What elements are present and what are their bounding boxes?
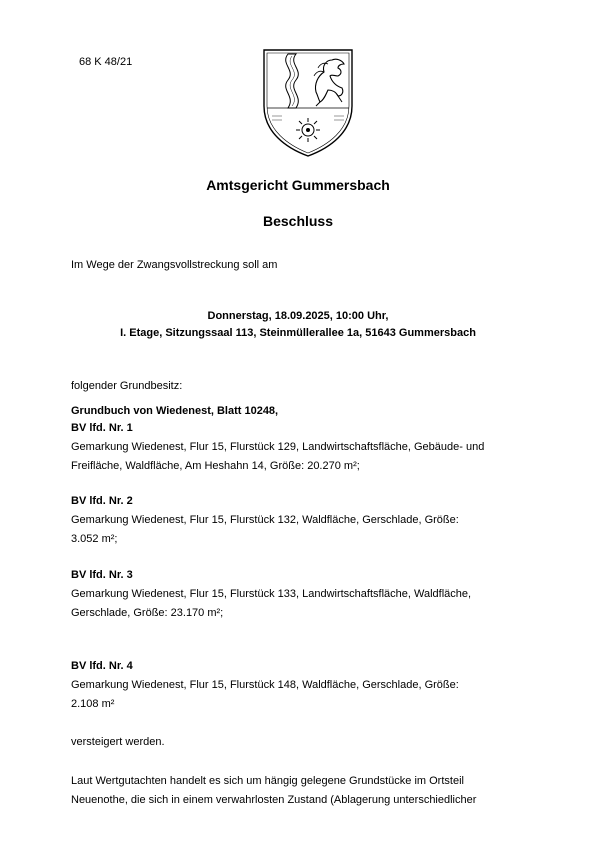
document-title: Beschluss bbox=[262, 213, 334, 229]
item-line: Gerschlade, Größe: 23.170 m²; bbox=[71, 607, 224, 619]
item-line: Gemarkung Wiedenest, Flur 15, Flurstück 133, Landwirtschaftsfläche, Waldfläche, bbox=[71, 588, 472, 600]
property-intro: folgender Grundbesitz: bbox=[71, 380, 183, 392]
item-line: Gemarkung Wiedenest, Flur 15, Flurstück 148, Waldfläche, Gerschlade, Größe: bbox=[71, 679, 459, 691]
item-line: 2.108 m² bbox=[71, 698, 115, 710]
closing-text: versteigert werden. bbox=[71, 736, 165, 748]
coat-of-arms-icon bbox=[258, 46, 358, 158]
land-register: Grundbuch von Wiedenest, Blatt 10248, bbox=[71, 405, 279, 417]
assessment-line: Laut Wertgutachten handelt es sich um hängig gelegene Grundstücke im Ortsteil bbox=[71, 775, 464, 787]
item-line: 3.052 m²; bbox=[71, 533, 118, 545]
item-line: Gemarkung Wiedenest, Flur 15, Flurstück 129, Landwirtschaftsfläche, Gebäude- und bbox=[71, 441, 485, 453]
appointment-date: Donnerstag, 18.09.2025, 10:00 Uhr, bbox=[207, 310, 389, 322]
item-line: Freifläche, Waldfläche, Am Heshahn 14, Größe: 20.270 m²; bbox=[71, 460, 360, 472]
court-name: Amtsgericht Gummersbach bbox=[206, 177, 390, 193]
assessment-line: Neuenothe, die sich in einem verwahrlosten Zustand (Ablagerung unterschiedlicher bbox=[71, 794, 477, 806]
item-heading: BV lfd. Nr. 3 bbox=[71, 569, 133, 581]
item-heading: BV lfd. Nr. 2 bbox=[71, 495, 133, 507]
appointment-location: I. Etage, Sitzungssaal 113, Steinmüllerallee 1a, 51643 Gummersbach bbox=[120, 327, 476, 339]
case-reference: 68 K 48/21 bbox=[79, 56, 133, 68]
item-line: Gemarkung Wiedenest, Flur 15, Flurstück 132, Waldfläche, Gerschlade, Größe: bbox=[71, 514, 459, 526]
item-heading: BV lfd. Nr. 4 bbox=[71, 660, 133, 672]
item-heading: BV lfd. Nr. 1 bbox=[71, 422, 133, 434]
intro-text: Im Wege der Zwangsvollstreckung soll am bbox=[71, 259, 278, 271]
